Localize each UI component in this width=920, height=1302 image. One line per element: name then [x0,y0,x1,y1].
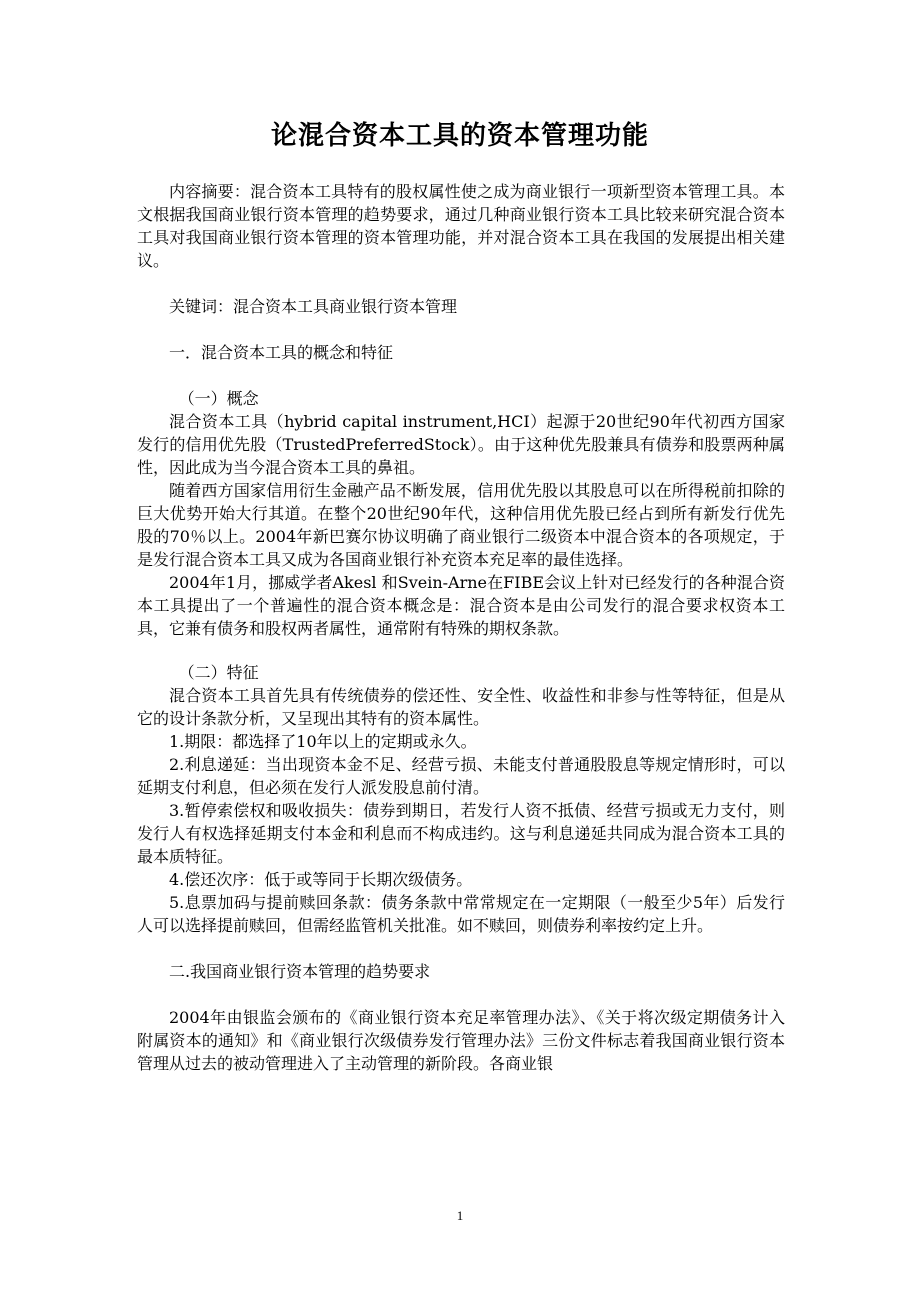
section-2-paragraph: 2004年由银监会颁布的《商业银行资本充足率管理办法》、《关于将次级定期债务计入附属资本的通知》和《商业银行次级债券发行管理办法》三份文件标志着我国商业银行资本管理从过去的被动管理进入了主动管理的新阶段。各商业银 [137,1008,785,1073]
feature-item-1: 1.期限：都选择了10年以上的定期或永久。 [169,732,477,751]
feature-intro-paragraph: 混合资本工具首先具有传统债券的偿还性、安全性、收益性和非参与性等特征，但是从它的设计条款分析，又呈现出其特有的资本属性。 [137,686,785,728]
concept-paragraph-2: 随着西方国家信用衍生金融产品不断发展，信用优先股以其股息可以在所得税前扣除的巨大优势开始大行其道。在整个20世纪90年代，这种信用优先股已经占到所有新发行优先股的70％以上。2004年新巴赛尔协议明确了商业银行二级资本中混合资本的各项规定，于是发行混合资本工具又成为各国商业银行补充资本充足率的最佳选择。 [137,481,785,569]
document-body [137,180,785,1075]
concept-paragraph-1: 混合资本工具（hybrid capital instrument,HCI）起源于20世纪90年代初西方国家发行的信用优先股（TrustedPreferredStock）。由于这种优先股兼具有债券和股票两种属性，因此成为当今混合资本工具的鼻祖。 [137,412,785,477]
page-number: 1 [456,1208,464,1223]
concept-paragraph-3: 2004年1月，挪威学者Akesl 和Svein-Arne在FIBE会议上针对已经发行的各种混合资本工具提出了一个普遍性的混合资本概念是：混合资本是由公司发行的混合要求权资本工具，它兼有债务和股权两者属性，通常附有特殊的期权条款。 [137,573,785,638]
abstract-paragraph: 内容摘要：混合资本工具特有的股权属性使之成为商业银行一项新型资本管理工具。本文根据我国商业银行资本管理的趋势要求，通过几种商业银行资本工具比较来研究混合资本工具对我国商业银行资本管理的资本管理功能，并对混合资本工具在我国的发展提出相关建议。 [137,182,785,270]
feature-item-4: 4.偿还次序：低于或等同于长期次级债务。 [169,870,473,889]
subsection-1-heading: （一）概念 [178,389,259,408]
subsection-2-heading: （二）特征 [178,663,259,682]
keywords-line: 关键词：混合资本工具商业银行资本管理 [169,297,458,316]
feature-item-5: 5.息票加码与提前赎回条款：债务条款中常常规定在一定期限（一般至少5年）后发行人可以选择提前赎回，但需经监管机关批准。如不赎回，则债券利率按约定上升。 [137,893,785,935]
page-title: 论混合资本工具的资本管理功能 [270,121,649,151]
feature-item-2: 2.利息递延：当出现资本金不足、经营亏损、未能支付普通股股息等规定情形时，可以延期支付利息，但必须在发行人派发股息前付清。 [137,755,785,797]
section-1-heading: 一．混合资本工具的概念和特征 [169,343,394,362]
feature-item-3: 3.暂停索偿权和吸收损失：债券到期日，若发行人资不抵债、经营亏损或无力支付，则发行人有权选择延期支付本金和利息而不构成违约。这与利息递延共同成为混合资本工具的最本质特征。 [137,801,785,866]
section-2-heading: 二.我国商业银行资本管理的趋势要求 [169,962,431,981]
